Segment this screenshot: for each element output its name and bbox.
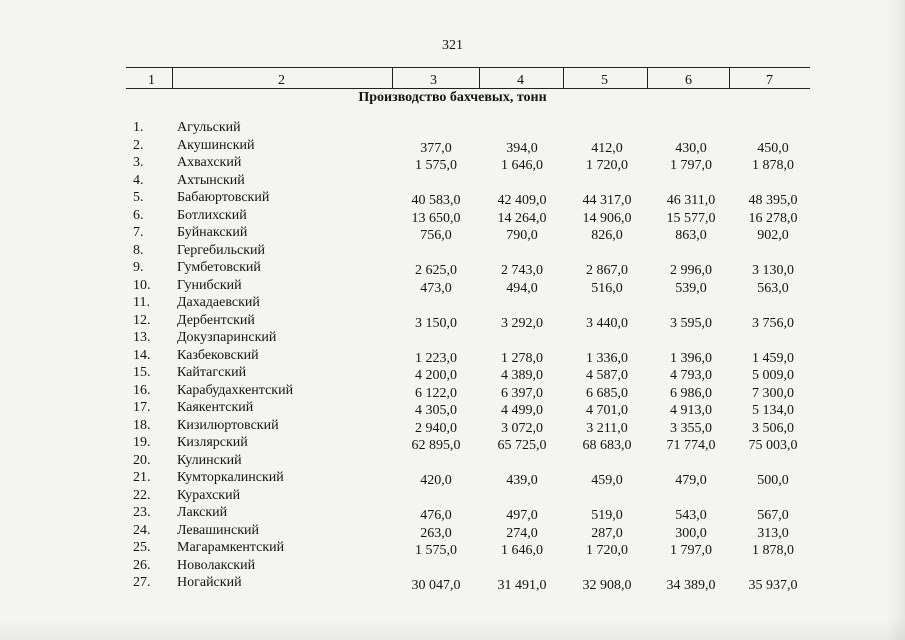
row-number: 23. [133, 505, 151, 520]
value-col-7: 3 506,0 [752, 420, 794, 436]
value-col-7: 3 130,0 [752, 263, 794, 278]
district-name: Акушинский [177, 137, 255, 153]
table-row [0, 488, 905, 505]
value-col-6: 863,0 [675, 228, 707, 243]
value-col-5: 14 906,0 [582, 210, 632, 226]
value-col-4: 439,0 [506, 473, 538, 488]
value-col-5: 1 720,0 [586, 158, 628, 173]
table-row [0, 365, 905, 382]
value-col-7: 5 134,0 [752, 403, 794, 418]
district-name: Агульский [177, 120, 241, 135]
value-col-5: 3 211,0 [586, 420, 628, 436]
value-col-5: 412,0 [591, 140, 623, 156]
value-col-7: 5 009,0 [752, 368, 794, 383]
row-number: 14. [133, 347, 151, 363]
table-row [0, 523, 905, 540]
value-col-7: 16 278,0 [748, 210, 798, 226]
value-col-6: 479,0 [675, 473, 707, 488]
row-number: 26. [133, 557, 151, 573]
value-col-7: 7 300,0 [752, 385, 794, 401]
table-row [0, 540, 905, 557]
value-col-4: 494,0 [506, 280, 538, 296]
district-name: Докузпаринский [177, 330, 277, 345]
value-col-4: 1 646,0 [501, 158, 543, 173]
row-number: 8. [133, 242, 144, 258]
value-col-6: 430,0 [675, 140, 707, 156]
value-col-4: 3 292,0 [501, 315, 543, 331]
header-divider [479, 67, 480, 88]
district-name: Каякентский [177, 400, 254, 415]
table-row [0, 295, 905, 312]
column-header-3: 3 [430, 73, 437, 88]
district-name: Дербентский [177, 312, 255, 328]
table-row [0, 138, 905, 155]
value-col-5: 459,0 [591, 473, 623, 488]
value-col-6: 300,0 [675, 525, 707, 541]
table-row [0, 575, 905, 592]
value-col-6: 3 355,0 [670, 420, 712, 436]
district-name: Кизлярский [177, 435, 248, 450]
row-number: 13. [133, 330, 151, 345]
table-row [0, 470, 905, 487]
value-col-3: 40 583,0 [411, 193, 461, 208]
row-number: 12. [133, 312, 151, 328]
district-name: Ногайский [177, 575, 242, 590]
value-col-7: 567,0 [757, 508, 789, 523]
row-number: 1. [133, 120, 144, 135]
row-number: 24. [133, 522, 151, 538]
district-name: Лакский [177, 505, 228, 520]
value-col-3: 420,0 [420, 473, 452, 488]
value-col-5: 68 683,0 [582, 438, 632, 453]
value-col-3: 2 625,0 [415, 263, 457, 278]
section-title: Производство бахчевых, тонн [358, 90, 547, 105]
row-number: 11. [133, 295, 150, 310]
value-col-7: 1 878,0 [752, 543, 794, 558]
district-name: Кулинский [177, 452, 242, 468]
value-col-7: 902,0 [757, 228, 789, 243]
value-col-4: 497,0 [506, 508, 538, 523]
value-col-6: 6 986,0 [670, 385, 712, 401]
header-top-rule [126, 67, 810, 68]
value-col-5: 826,0 [591, 228, 623, 243]
value-col-4: 14 264,0 [497, 210, 547, 226]
row-number: 5. [133, 190, 144, 205]
district-name: Казбековский [177, 347, 259, 363]
value-col-5: 6 685,0 [586, 385, 628, 401]
district-name: Ботлихский [177, 207, 247, 223]
value-col-4: 2 743,0 [501, 263, 543, 278]
row-number: 7. [133, 225, 144, 240]
value-col-6: 2 996,0 [670, 263, 712, 278]
value-col-4: 394,0 [506, 140, 538, 156]
value-col-6: 4 793,0 [670, 368, 712, 383]
value-col-6: 3 595,0 [670, 315, 712, 331]
table-row [0, 208, 905, 225]
header-divider [647, 67, 648, 88]
value-col-4: 1 646,0 [501, 543, 543, 558]
value-col-3: 1 575,0 [415, 543, 457, 558]
value-col-6: 46 311,0 [666, 193, 716, 208]
value-col-7: 500,0 [757, 473, 789, 488]
row-number: 18. [133, 417, 151, 433]
value-col-5: 1 336,0 [586, 350, 628, 366]
value-col-3: 756,0 [420, 228, 452, 243]
value-col-5: 516,0 [591, 280, 623, 296]
value-col-3: 377,0 [420, 140, 452, 156]
value-col-3: 1 223,0 [415, 350, 457, 366]
value-col-3: 30 047,0 [411, 578, 461, 593]
table-row [0, 435, 905, 452]
table-row [0, 418, 905, 435]
row-number: 20. [133, 452, 151, 468]
table-row [0, 260, 905, 277]
header-divider [729, 67, 730, 88]
value-col-6: 1 396,0 [670, 350, 712, 366]
row-number: 27. [133, 575, 151, 590]
value-col-3: 13 650,0 [411, 210, 461, 226]
row-number: 6. [133, 207, 144, 223]
value-col-7: 563,0 [757, 280, 789, 296]
value-col-7: 35 937,0 [748, 578, 798, 593]
table-row [0, 278, 905, 295]
district-name: Буйнакский [177, 225, 248, 240]
row-number: 3. [133, 155, 144, 170]
column-header-7: 7 [766, 73, 773, 88]
table-row [0, 120, 905, 137]
district-name: Дахадаевский [177, 295, 260, 310]
row-number: 25. [133, 540, 151, 555]
value-col-5: 44 317,0 [582, 193, 632, 208]
value-col-5: 1 720,0 [586, 543, 628, 558]
value-col-3: 473,0 [420, 280, 452, 296]
value-col-4: 42 409,0 [497, 193, 547, 208]
row-number: 15. [133, 365, 151, 380]
row-number: 10. [133, 277, 151, 293]
row-number: 9. [133, 260, 144, 275]
value-col-4: 4 389,0 [501, 368, 543, 383]
column-header-1: 1 [148, 73, 155, 88]
value-col-4: 31 491,0 [497, 578, 547, 593]
district-name: Ахтынский [177, 172, 245, 188]
value-col-6: 543,0 [675, 508, 707, 523]
value-col-7: 48 395,0 [748, 193, 798, 208]
district-name: Гунибский [177, 277, 242, 293]
row-number: 4. [133, 172, 144, 188]
table-row [0, 453, 905, 470]
value-col-6: 71 774,0 [666, 438, 716, 453]
district-name: Гумбетовский [177, 260, 261, 275]
row-number: 2. [133, 137, 144, 153]
column-header-4: 4 [517, 73, 524, 88]
table-row [0, 330, 905, 347]
value-col-4: 4 499,0 [501, 403, 543, 418]
value-col-5: 32 908,0 [582, 578, 632, 593]
value-col-5: 519,0 [591, 508, 623, 523]
row-number: 22. [133, 487, 151, 503]
row-number: 17. [133, 400, 151, 415]
value-col-3: 62 895,0 [411, 438, 461, 453]
value-col-3: 476,0 [420, 508, 452, 523]
value-col-4: 3 072,0 [501, 420, 543, 436]
district-name: Ахвахский [177, 155, 242, 170]
value-col-4: 1 278,0 [501, 350, 543, 366]
header-divider [392, 67, 393, 88]
district-name: Кайтагский [177, 365, 247, 380]
column-header-2: 2 [278, 73, 285, 88]
scan-bottom-shadow [0, 620, 905, 640]
value-col-3: 2 940,0 [415, 420, 457, 436]
header-divider [563, 67, 564, 88]
table-row [0, 313, 905, 330]
table-row [0, 243, 905, 260]
table-row [0, 190, 905, 207]
column-header-5: 5 [601, 73, 608, 88]
value-col-6: 1 797,0 [670, 543, 712, 558]
value-col-5: 287,0 [591, 525, 623, 541]
value-col-5: 4 701,0 [586, 403, 628, 418]
value-col-7: 3 756,0 [752, 315, 794, 331]
value-col-7: 450,0 [757, 140, 789, 156]
value-col-6: 4 913,0 [670, 403, 712, 418]
value-col-3: 3 150,0 [415, 315, 457, 331]
row-number: 21. [133, 470, 151, 485]
value-col-5: 2 867,0 [586, 263, 628, 278]
value-col-6: 15 577,0 [666, 210, 716, 226]
value-col-3: 263,0 [420, 525, 452, 541]
value-col-4: 790,0 [506, 228, 538, 243]
table-row [0, 348, 905, 365]
row-number: 19. [133, 435, 151, 450]
value-col-7: 313,0 [757, 525, 789, 541]
value-col-4: 6 397,0 [501, 385, 543, 401]
scan-edge-shadow [887, 0, 905, 640]
district-name: Гергебильский [177, 242, 265, 258]
table-row [0, 400, 905, 417]
value-col-3: 4 305,0 [415, 403, 457, 418]
value-col-7: 75 003,0 [748, 438, 798, 453]
value-col-6: 539,0 [675, 280, 707, 296]
district-name: Кумторкалинский [177, 470, 284, 485]
page-number: 321 [442, 38, 463, 53]
district-name: Карабудахкентский [177, 382, 294, 398]
table-row [0, 383, 905, 400]
district-name: Левашинский [177, 522, 260, 538]
value-col-5: 4 587,0 [586, 368, 628, 383]
header-bottom-rule [126, 88, 810, 89]
table-row [0, 225, 905, 242]
district-name: Магарамкентский [177, 540, 285, 555]
header-divider [172, 67, 173, 88]
table-row [0, 558, 905, 575]
table-row [0, 155, 905, 172]
table-row [0, 173, 905, 190]
value-col-4: 65 725,0 [497, 438, 547, 453]
district-name: Курахский [177, 487, 241, 503]
row-number: 16. [133, 382, 151, 398]
value-col-4: 274,0 [506, 525, 538, 541]
value-col-7: 1 459,0 [752, 350, 794, 366]
value-col-3: 1 575,0 [415, 158, 457, 173]
value-col-5: 3 440,0 [586, 315, 628, 331]
district-name: Новолакский [177, 557, 256, 573]
district-name: Бабаюртовский [177, 190, 270, 205]
value-col-6: 1 797,0 [670, 158, 712, 173]
value-col-6: 34 389,0 [666, 578, 716, 593]
value-col-3: 4 200,0 [415, 368, 457, 383]
table-row [0, 505, 905, 522]
value-col-3: 6 122,0 [415, 385, 457, 401]
district-name: Кизилюртовский [177, 417, 279, 433]
column-header-6: 6 [685, 73, 692, 88]
value-col-7: 1 878,0 [752, 158, 794, 173]
